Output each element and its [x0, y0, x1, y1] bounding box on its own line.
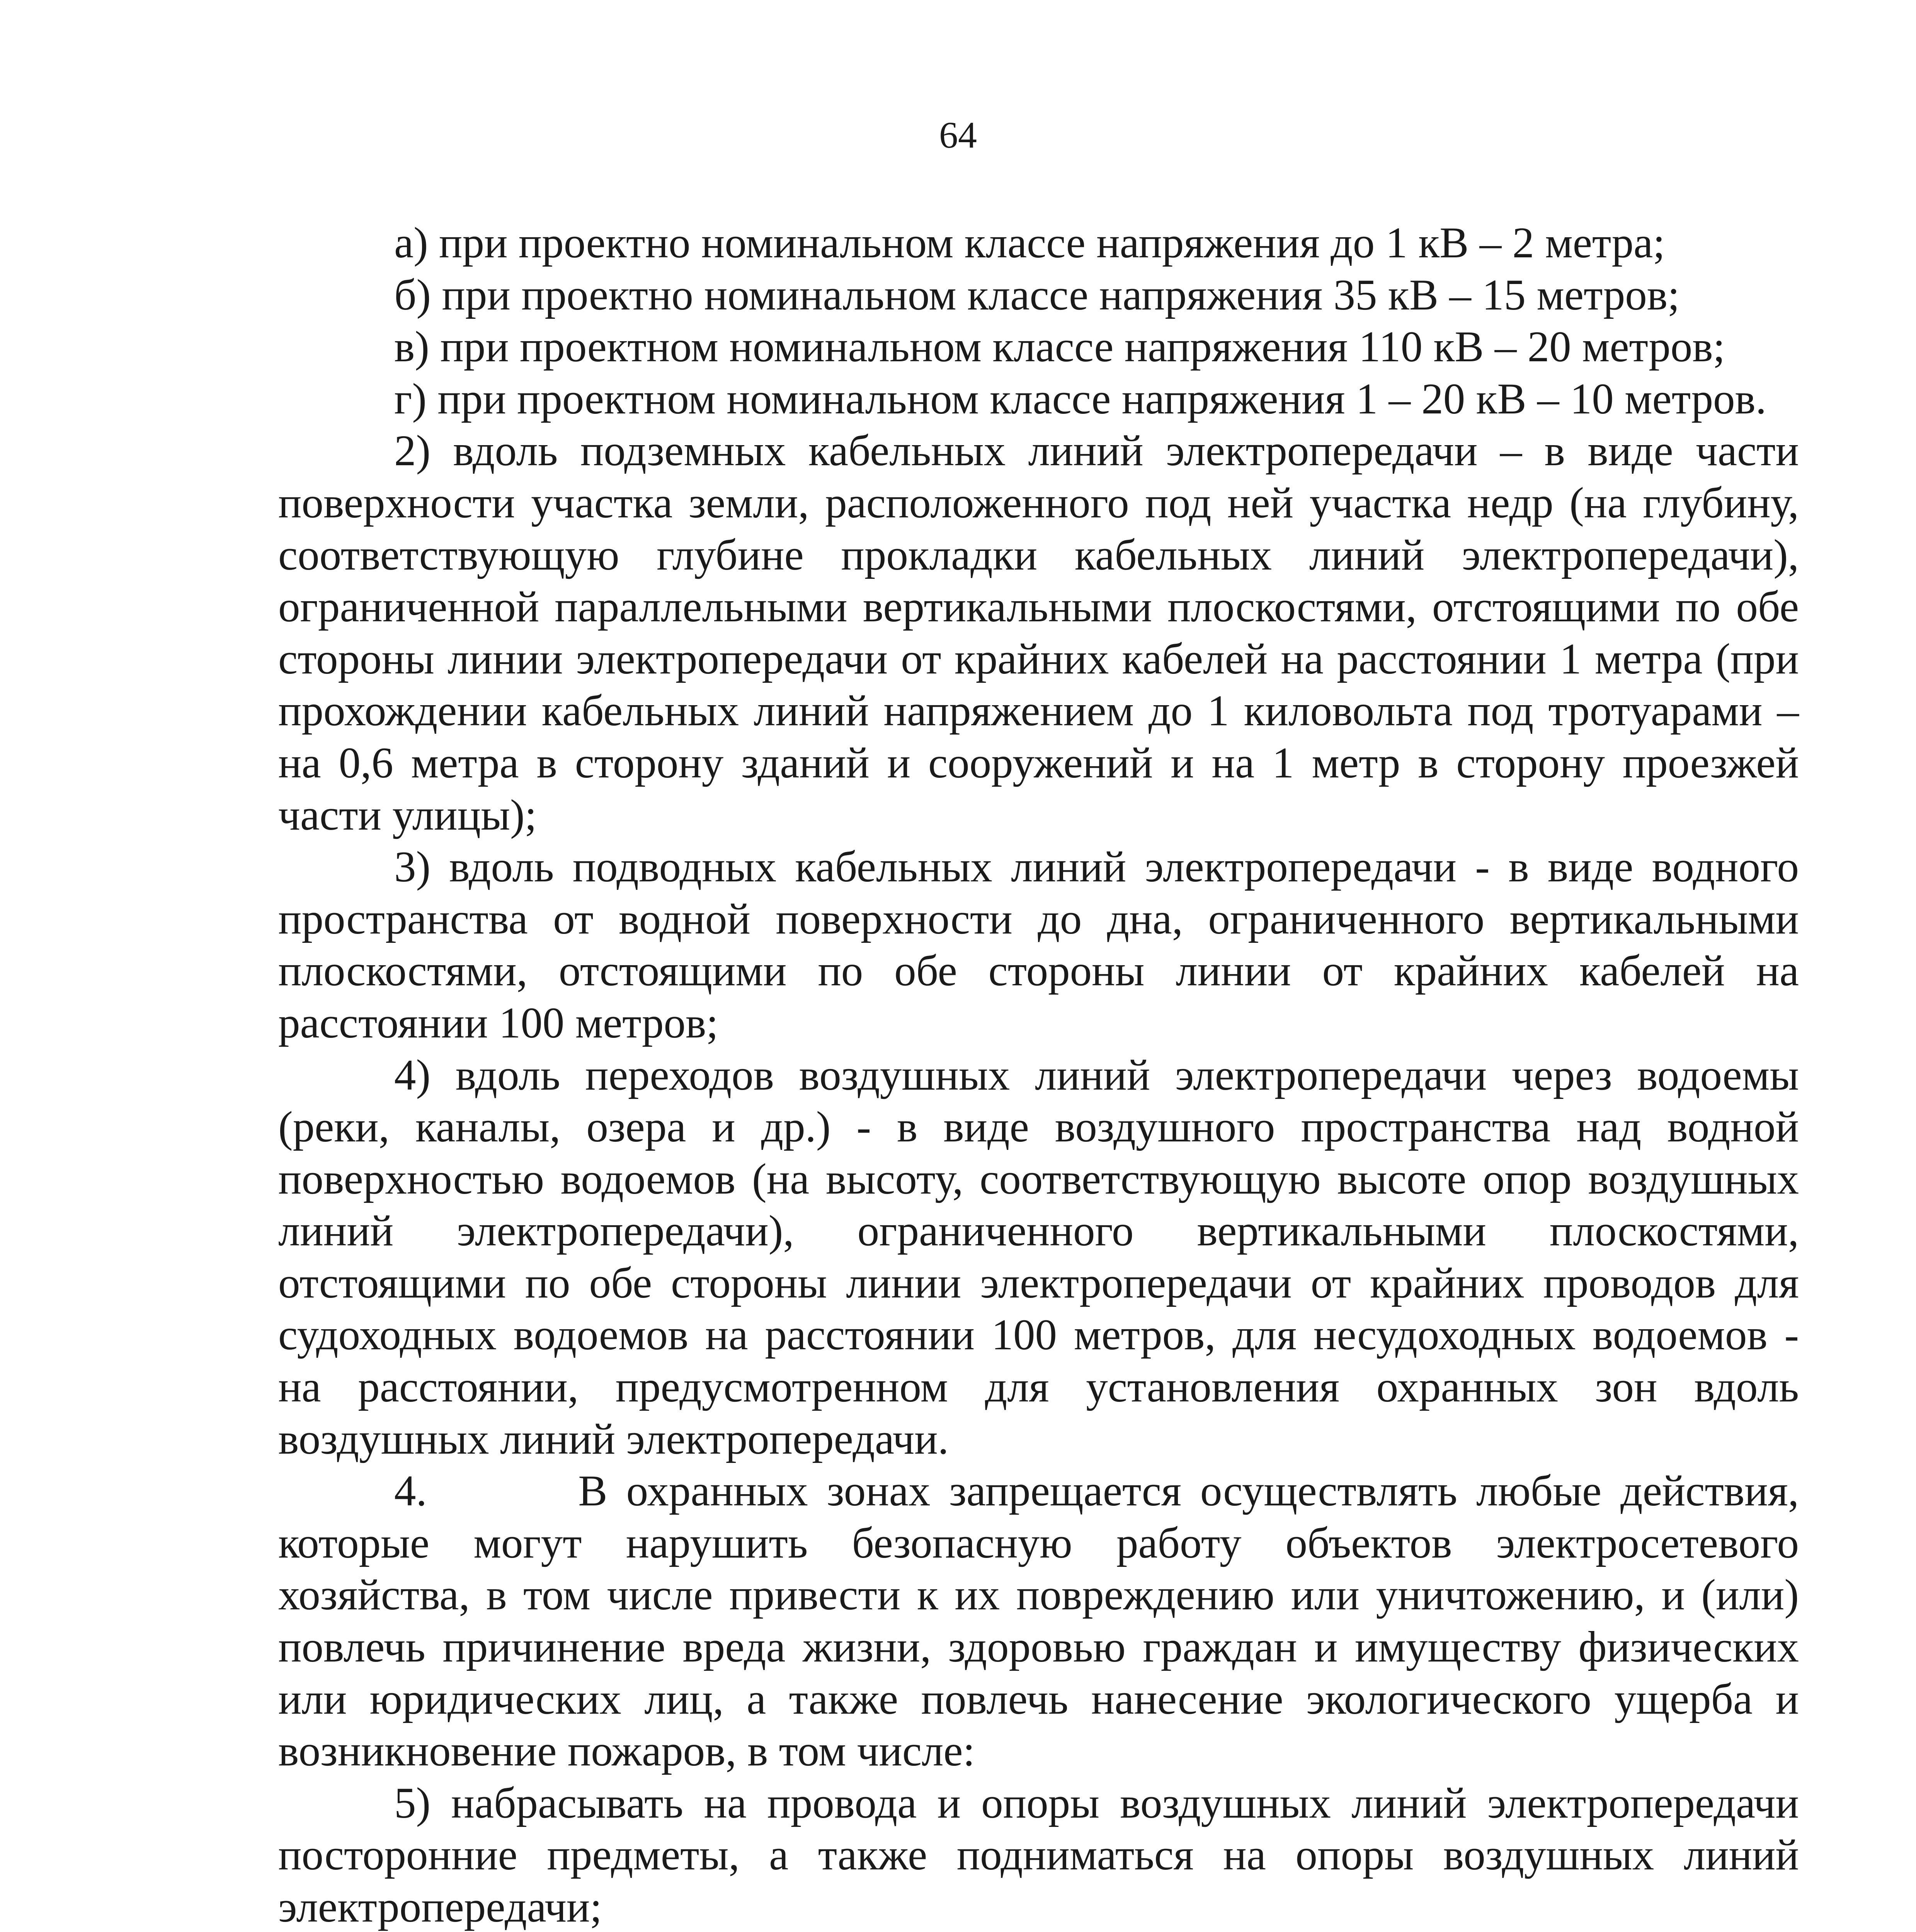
paragraph-3: 3) вдоль подводных кабельных линий электропередачи - в виде водного пространства от водной поверхности до дна, ограниченного вертикальными плоскостями, отстоящими по обе стороны линии от крайних кабелей на расстоянии 100 метров;: [278, 843, 1799, 1047]
paragraph-a: а) при проектно номинальном классе напряжения до 1 кВ – 2 метра;: [394, 219, 1665, 267]
paragraph-b: б) при проектно номинальном классе напряжения 35 кВ – 15 метров;: [394, 270, 1680, 319]
section-4-paragraph: 4. В охранных зонах запрещается осуществлять любые действия, которые могут нарушить безопасную работу объектов электросетевого хозяйства, в том числе привести к их повреждению или уничтожению, и (или) повлечь причинение вреда жизни, здоровью граждан и имуществу физических или юридических лиц, а также повлечь нанесение экологического ущерба и возникновение пожаров, в том числе:: [278, 1467, 1810, 1776]
paragraph-g: г) при проектном номинальном классе напряжения 1 – 20 кВ – 10 метров.: [394, 374, 1767, 423]
paragraph-v: в) при проектном номинальном классе напряжения 110 кВ – 20 метров;: [394, 323, 1725, 371]
paragraph-2: 2) вдоль подземных кабельных линий электропередачи – в виде части поверхности участка земли, расположенного под ней участка недр (на глубину, соответствующую глубине прокладки кабельных линий электропередачи), ограниченной параллельными вертикальными плоскостями, отстоящими по обе стороны линии электропередачи от крайних кабелей на расстоянии 1 метра (при прохождении кабельных линий напряжением до 1 киловольта под тротуарами – на 0,6 метра в сторону зданий и сооружений и на 1 метр в сторону проезжей части улицы);: [278, 427, 1799, 839]
paragraph-5: 5) набрасывать на провода и опоры воздушных линий электропередачи посторонние предметы, а также подниматься на опоры воздушных линий электропередачи;: [278, 1779, 1799, 1931]
paragraph-4: 4) вдоль переходов воздушных линий электропередачи через водоемы (реки, каналы, озера и др.) - в виде воздушного пространства над водной поверхностью водоемов (на высоту, соответствующую высоте опор воздушных линий электропередачи), ограниченного вертикальными плоскостями, отстоящими по обе стороны линии электропередачи от крайних проводов для судоходных водоемов на расстоянии 100 метров, для несудоходных водоемов - на расстоянии, предусмотренном для установления охранных зон вдоль воздушных линий электропередачи.: [278, 1051, 1799, 1463]
page-number: 64: [939, 114, 977, 156]
document-body: [278, 217, 1810, 1932]
